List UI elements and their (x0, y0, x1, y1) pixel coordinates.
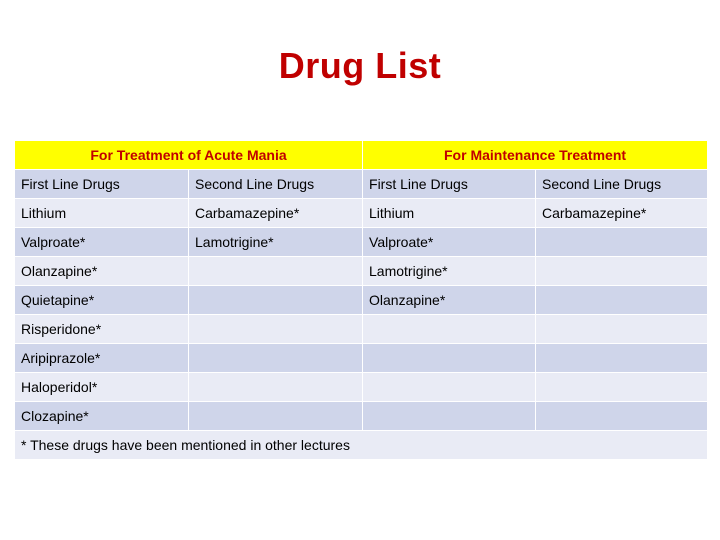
table-row (15, 344, 708, 373)
table-cell: Carbamazepine* (536, 199, 708, 228)
table-cell (189, 402, 363, 431)
table-cell (536, 373, 708, 402)
table-cell: Valproate* (363, 228, 536, 257)
header-acute-mania: For Treatment of Acute Mania (15, 141, 363, 170)
table-cell: Lamotrigine* (189, 228, 363, 257)
drug-table (14, 140, 708, 460)
table-cell: Olanzapine* (15, 257, 189, 286)
table-cell: Haloperidol* (15, 373, 189, 402)
table-cell: Second Line Drugs (536, 170, 708, 199)
table-cell (189, 373, 363, 402)
slide-title: Drug List (278, 45, 442, 86)
table-row (15, 257, 708, 286)
table-cell (363, 373, 536, 402)
table-cell (536, 257, 708, 286)
table-row (15, 170, 708, 199)
table-cell (363, 402, 536, 431)
table-cell: Quietapine* (15, 286, 189, 315)
table-cell: Aripiprazole* (15, 344, 189, 373)
table-cell: First Line Drugs (15, 170, 189, 199)
table-cell: Lithium (363, 199, 536, 228)
table-cell: Lamotrigine* (363, 257, 536, 286)
table-row (15, 373, 708, 402)
table-cell (536, 344, 708, 373)
table-footnote: * These drugs have been mentioned in other lectures (15, 431, 708, 460)
table-cell (189, 257, 363, 286)
table-cell: Second Line Drugs (189, 170, 363, 199)
table-cell (536, 286, 708, 315)
table-cell: First Line Drugs (363, 170, 536, 199)
table-cell (536, 315, 708, 344)
table-footnote-row (15, 431, 708, 460)
table-cell (536, 402, 708, 431)
table-cell (189, 344, 363, 373)
table-cell: Valproate* (15, 228, 189, 257)
table-cell: Carbamazepine* (189, 199, 363, 228)
table-cell: Olanzapine* (363, 286, 536, 315)
table-cell: Lithium (15, 199, 189, 228)
table-cell (363, 344, 536, 373)
table-row (15, 228, 708, 257)
table-row (15, 402, 708, 431)
table-row (15, 286, 708, 315)
table-cell (363, 315, 536, 344)
table-cell (536, 228, 708, 257)
table-header-row (15, 141, 708, 170)
table-row (15, 199, 708, 228)
table-cell (189, 315, 363, 344)
table-row (15, 315, 708, 344)
table-cell: Clozapine* (15, 402, 189, 431)
table-cell: Risperidone* (15, 315, 189, 344)
table-cell (189, 286, 363, 315)
header-maintenance: For Maintenance Treatment (363, 141, 708, 170)
